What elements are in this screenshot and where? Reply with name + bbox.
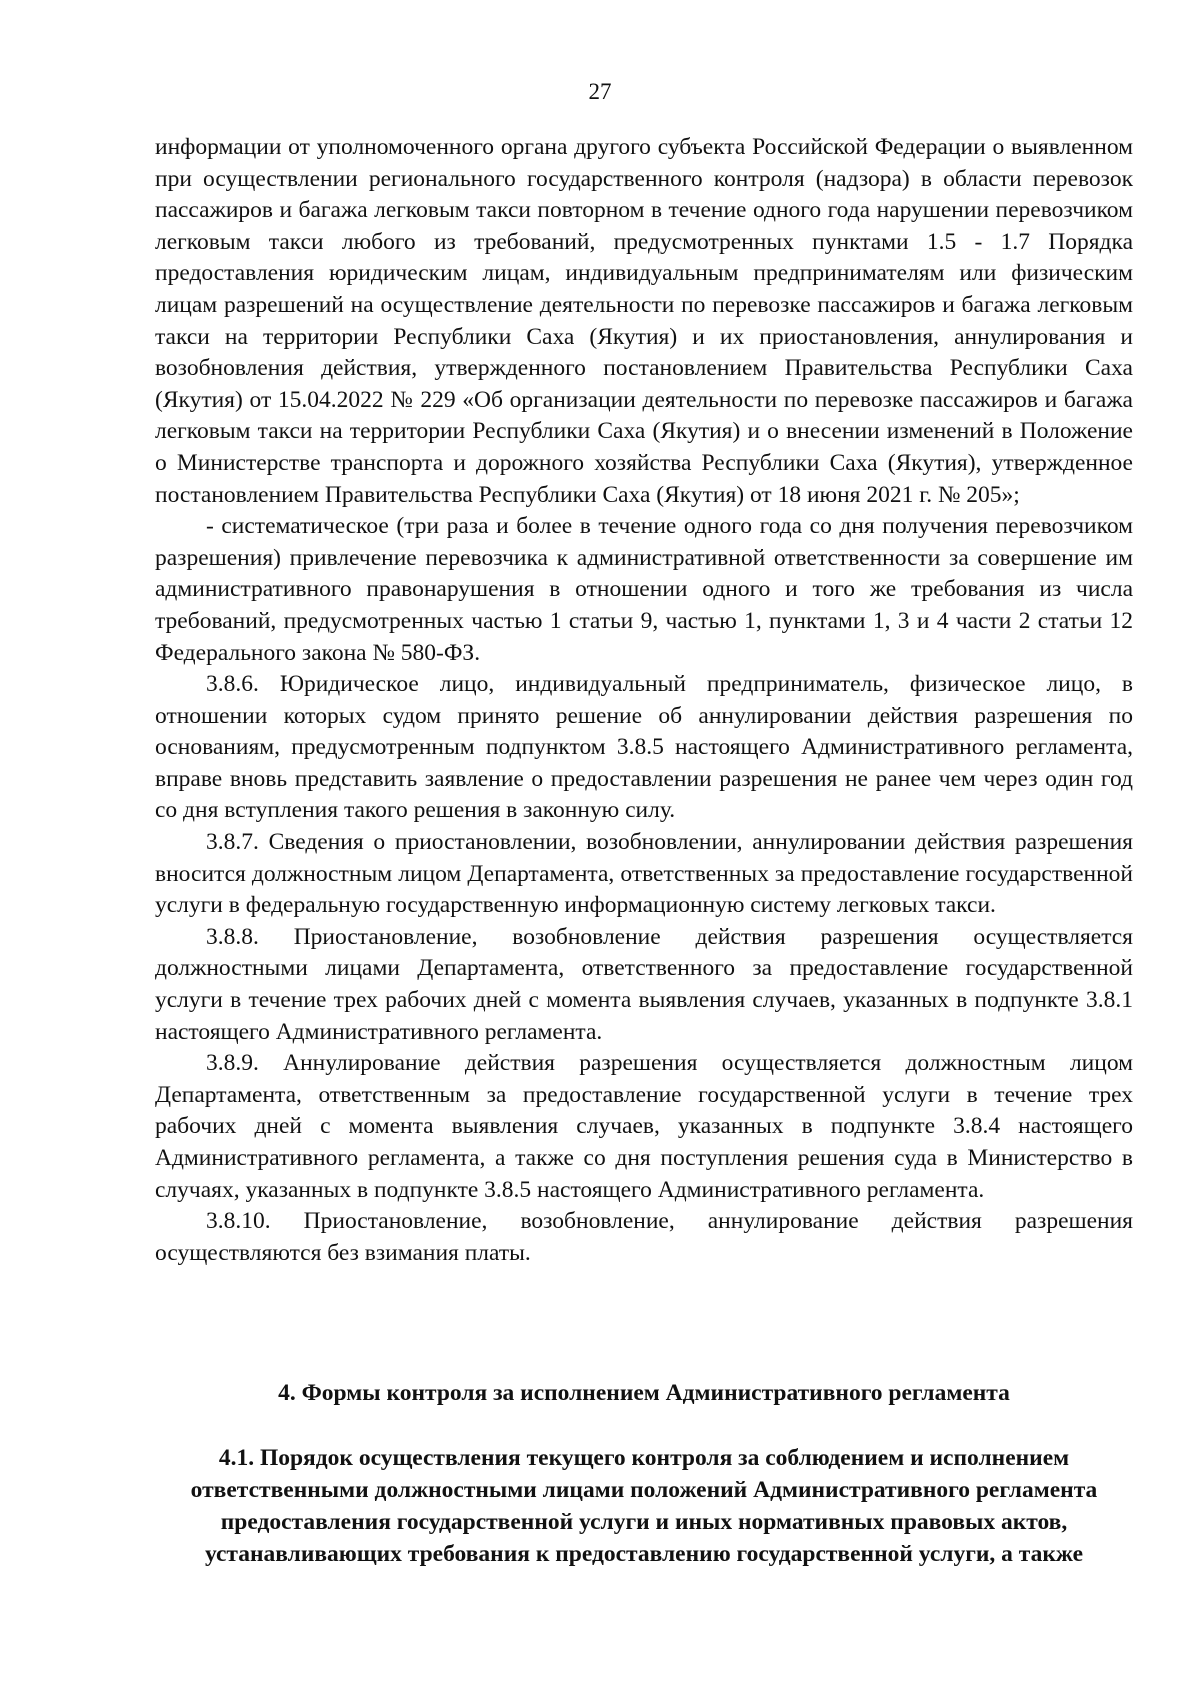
page-number: 27 xyxy=(588,79,612,104)
paragraph-3-8-8: 3.8.8. Приостановление, возобновление действия разрешения осуществляется должностными лицами Департамента, ответственного за предоставление государственной услуги в течение трех рабочих дней с момента выявления случаев, указанных в подпункте 3.8.1 настоящего Административного регламента. xyxy=(155,923,1133,1045)
paragraph-continuation: информации от уполномоченного органа другого субъекта Российской Федерации о выявленном при осуществлении регионального государственного контроля (надзора) в области перевозок пассажиров и багажа легковым такси повторном в течение одного года нарушении перевозчиком легковым такси любого из требований, предусмотренных пунктами 1.5 - 1.7 Порядка предоставления юридическим лицам, индивидуальным предпринимателям или физическим лицам разрешений на осуществление деятельности по перевозке пассажиров и багажа легковым такси на территории Республики Саха (Якутия) и их приостановления, аннулирования и возобновления действия, утвержденного постановлением Правительства Республики Саха (Якутия) от 15.04.2022 № 229 «Об организации деятельности по перевозке пассажиров и багажа легковым такси на территории Республики Саха (Якутия) и о внесении изменений в Положение о Министерстве транспорта и дорожного хозяйства Республики Саха (Якутия), утвержденное постановлением Правительства Республики Саха (Якутия) от 18 июня 2021 г. № 205»; xyxy=(155,134,1133,508)
paragraph-3-8-9: 3.8.9. Аннулирование действия разрешения осуществляется должностным лицом Департамента, ответственным за предоставление государственной услуги в течение трех рабочих дней с момента выявления случаев, указанных в подпункте 3.8.4 настоящего Административного регламента, а также со дня поступления решения суда в Министерство в случаях, указанных в подпункте 3.8.5 настоящего Административного регламента. xyxy=(155,1050,1133,1203)
paragraph-3-8-7: 3.8.7. Сведения о приостановлении, возобновлении, аннулировании действия разрешения вносится должностным лицом Департамента, ответственных за предоставление государственной услуги в федеральную государственную информационную систему легковых такси. xyxy=(155,829,1133,919)
section-heading: 4. Формы контроля за исполнением Административного регламента xyxy=(278,1380,1010,1406)
subsection-heading: 4.1. Порядок осуществления текущего контроля за соблюдением и исполнением ответственными должностными лицами положений Административного регламента предоставления государственной услуги и иных нормативных правовых актов, устанавливающих требования к предоставлению государственной услуги, а также xyxy=(190,1445,1098,1567)
paragraph-3-8-6: 3.8.6. Юридическое лицо, индивидуальный предприниматель, физическое лицо, в отношении которых судом принято решение об аннулировании действия разрешения по основаниям, предусмотренным подпунктом 3.8.5 настоящего Административного регламента, вправе вновь представить заявление о предоставлении разрешения не ранее чем через один год со дня вступления такого решения в законную силу. xyxy=(155,671,1133,824)
document-body xyxy=(155,132,1133,1269)
paragraph-systematic: - систематическое (три раза и более в течение одного года со дня получения перевозчиком разрешения) привлечение перевозчика к административной ответственности за совершение им административного правонарушения в отношении одного и того же требования из числа требований, предусмотренных частью 1 статьи 9, частью 1, пунктами 1, 3 и 4 части 2 статьи 12 Федерального закона № 580-ФЗ. xyxy=(155,513,1133,666)
paragraph-3-8-10: 3.8.10. Приостановление, возобновление, аннулирование действия разрешения осуществляются без взимания платы. xyxy=(155,1208,1133,1266)
